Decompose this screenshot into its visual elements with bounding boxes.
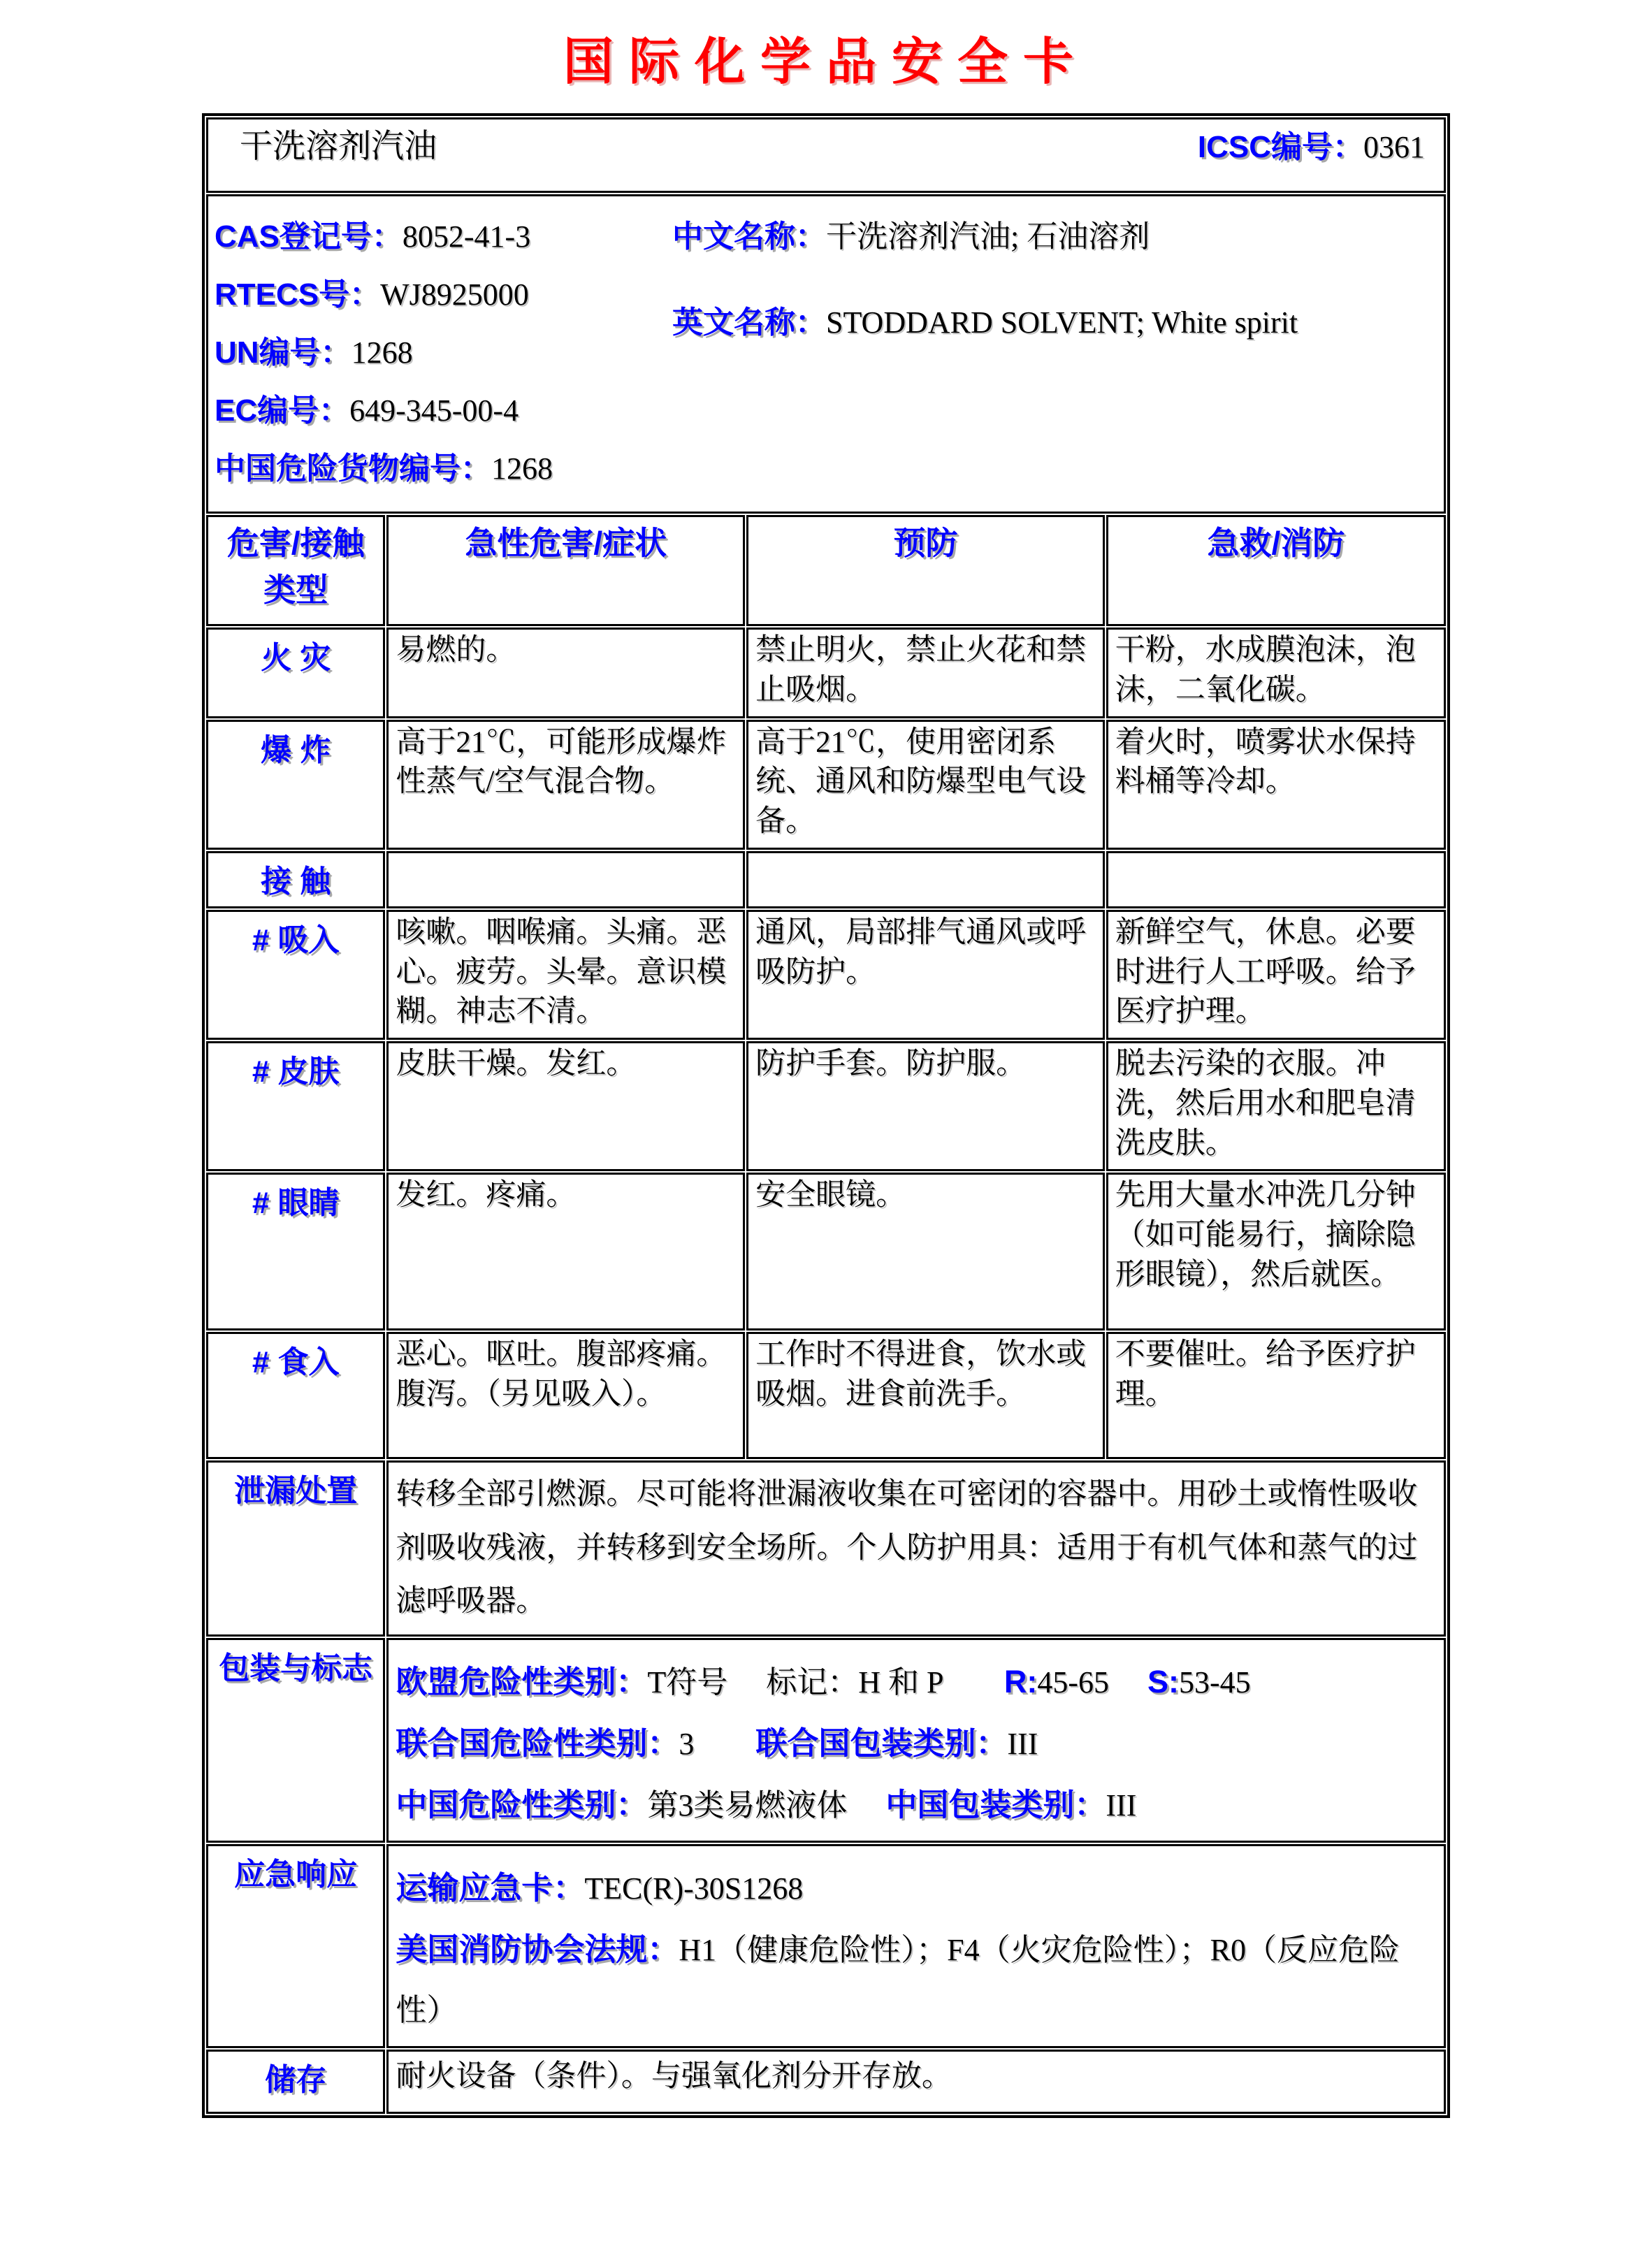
chinese-name-value: 干洗溶剂汽油; 石油溶剂 [826,219,1150,254]
china-hazard-class-value: 第3类易燃液体 [647,1787,886,1822]
transport-emergency-card-line [396,1857,1438,1919]
ec-label: EC编号： [215,393,350,428]
tec-label: 运输应急卡： [396,1870,585,1906]
nfpa-value: H1（健康危险性）；F4（火灾危险性）；R0（反应危险性） [396,1933,1400,2028]
cas-value: 8052-41-3 [402,219,531,254]
inhalation-prevention: 通风，局部排气通风或呼吸防护。 [746,910,1105,1040]
eyes-response: 先用大量水冲洗几分钟（如可能易行，摘除隐形眼镜），然后就医。 [1106,1173,1446,1330]
eyes-symptoms: 发红。疼痛。 [386,1173,745,1330]
hazard-row-fire [206,628,1446,718]
explosion-response: 着火时，喷雾状水保持料桶等冷却。 [1106,720,1446,850]
english-name-value: STODDARD SOLVENT; White spirit [826,305,1298,340]
ingestion-symptoms: 恶心。呕吐。腹部疼痛。腹泻。（另见吸入）。 [386,1332,745,1459]
explosion-symptoms: 高于21℃，可能形成爆炸性蒸气/空气混合物。 [386,720,745,850]
un-label: UN编号： [215,335,352,370]
packaging-labelling-row [206,1638,1446,1843]
page-title: 国际化学品安全卡 [563,34,1089,90]
rtecs-number-line [215,269,672,327]
un-hazard-class-value: 3 [679,1726,756,1761]
fire-symptoms: 易燃的。 [386,628,745,718]
ec-value: 649-345-00-4 [349,393,519,428]
identification-row [206,194,1446,514]
icsc-safety-card-page [0,21,1652,2248]
row-label-spill-disposal: 泄漏处置 [206,1460,385,1637]
row-label-eyes: # 眼睛 [206,1173,385,1330]
hazard-row-skin [206,1041,1446,1171]
english-name-line [672,297,1436,355]
inhalation-symptoms: 咳嗽。咽喉痛。头痛。恶心。疲劳。头晕。意识模糊。神志不清。 [386,910,745,1040]
ingestion-response: 不要催吐。给予医疗护理。 [1106,1332,1446,1459]
contact-prevention [746,851,1105,908]
hazard-row-ingestion [206,1332,1446,1459]
row-label-emergency-response: 应急响应 [206,1844,385,2048]
s-phrases-label: S: [1147,1663,1180,1699]
eu-class-label: 欧盟危险性类别： [396,1663,648,1699]
hazard-row-explosion [206,720,1446,850]
explosion-prevention: 高于21℃，使用密闭系统、通风和防爆型电气设备。 [746,720,1105,850]
row-label-packaging: 包装与标志 [206,1638,385,1843]
china-hazard-class-label: 中国危险性类别： [396,1786,648,1822]
row-label-skin: # 皮肤 [206,1041,385,1171]
storage-text: 耐火设备（条件）。与强氧化剂分开存放。 [386,2050,1446,2114]
row-label-fire: 火 灾 [206,628,385,718]
row-label-contact: 接 触 [206,851,385,908]
contact-symptoms [386,851,745,908]
icsc-label: ICSC编号： [1197,129,1363,164]
column-header-prevention: 预防 [746,515,1105,626]
eu-class-value: T符号 标记：H 和 P [647,1665,1004,1699]
tec-value: TEC(R)-30S1268 [584,1871,804,1906]
china-packing-group-value: III [1106,1787,1137,1822]
safety-card [202,113,1450,2118]
un-packing-group-label: 联合国包装类别： [755,1725,1008,1761]
un-hazard-class-label: 联合国危险性类别： [396,1725,679,1761]
un-value: 1268 [351,335,413,370]
icsc-number-field [1198,122,1425,166]
column-header-hazard-type: 危害/接触类型 [206,515,385,626]
china-dg-number-line [215,443,672,501]
english-name-label: 英文名称： [672,305,826,340]
row-label-explosion: 爆 炸 [206,720,385,850]
ingestion-prevention: 工作时不得进食，饮水或吸烟。进食前洗手。 [746,1332,1105,1459]
registry-numbers [215,211,672,501]
fire-prevention: 禁止明火，禁止火花和禁止吸烟。 [746,628,1105,718]
title-row [206,117,1446,193]
row-label-inhalation: # 吸入 [206,910,385,1040]
inhalation-response: 新鲜空气，休息。必要时进行人工呼吸。给予医疗护理。 [1106,910,1446,1040]
rtecs-label: RTECS号： [215,277,381,312]
hazard-row-eyes [206,1173,1446,1330]
un-class-line [396,1713,1438,1774]
nfpa-code-line [396,1919,1438,2040]
icsc-number: 0361 [1363,129,1425,164]
fire-response: 干粉，水成膜泡沫，泡沫，二氧化碳。 [1106,628,1446,718]
ec-number-line [215,385,672,443]
storage-row [206,2050,1446,2114]
eu-hazard-class-line [396,1651,1438,1713]
s-phrases-value: 53-45 [1179,1665,1251,1699]
un-packing-group-value: III [1007,1726,1038,1761]
column-header-symptoms: 急性危害/症状 [386,515,745,626]
hazard-header-row [206,515,1446,626]
r-phrases-value: 45-65 [1037,1665,1148,1699]
spill-disposal-text: 转移全部引燃源。尽可能将泄漏液收集在可密闭的容器中。用砂土或惰性吸收剂吸收残液，并转移到安全场所。个人防护用具：适用于有机气体和蒸气的过滤呼吸器。 [386,1460,1446,1637]
row-label-ingestion: # 食入 [206,1332,385,1459]
column-header-response: 急救/消防 [1106,515,1446,626]
skin-prevention: 防护手套。防护服。 [746,1041,1105,1171]
emergency-response-details [386,1844,1446,2048]
china-packing-group-label: 中国包装类别： [885,1786,1106,1822]
rtecs-value: WJ8925000 [380,277,529,312]
skin-symptoms: 皮肤干燥。发红。 [386,1041,745,1171]
cas-label: CAS登记号： [215,219,403,254]
substance-names [672,211,1436,501]
spill-disposal-row [206,1460,1446,1637]
substance-name: 干洗溶剂汽油 [240,129,437,165]
nfpa-label: 美国消防协会法规： [396,1931,679,1968]
china-dg-label: 中国危险货物编号： [215,451,491,486]
hazard-row-contact [206,851,1446,908]
r-phrases-label: R: [1003,1663,1038,1699]
china-class-line [396,1774,1438,1836]
safety-card-table [205,116,1447,2115]
hazard-row-inhalation [206,910,1446,1040]
cas-number-line [215,211,672,269]
eyes-prevention: 安全眼镜。 [746,1173,1105,1330]
chinese-name-line [672,211,1436,269]
china-dg-value: 1268 [491,451,553,486]
un-number-line [215,327,672,385]
skin-response: 脱去污染的衣服。冲洗，然后用水和肥皂清洗皮肤。 [1106,1041,1446,1171]
emergency-response-row [206,1844,1446,2048]
chinese-name-label: 中文名称： [672,219,826,254]
contact-response [1106,851,1446,908]
packaging-details [386,1638,1446,1843]
row-label-storage: 储存 [206,2050,385,2114]
